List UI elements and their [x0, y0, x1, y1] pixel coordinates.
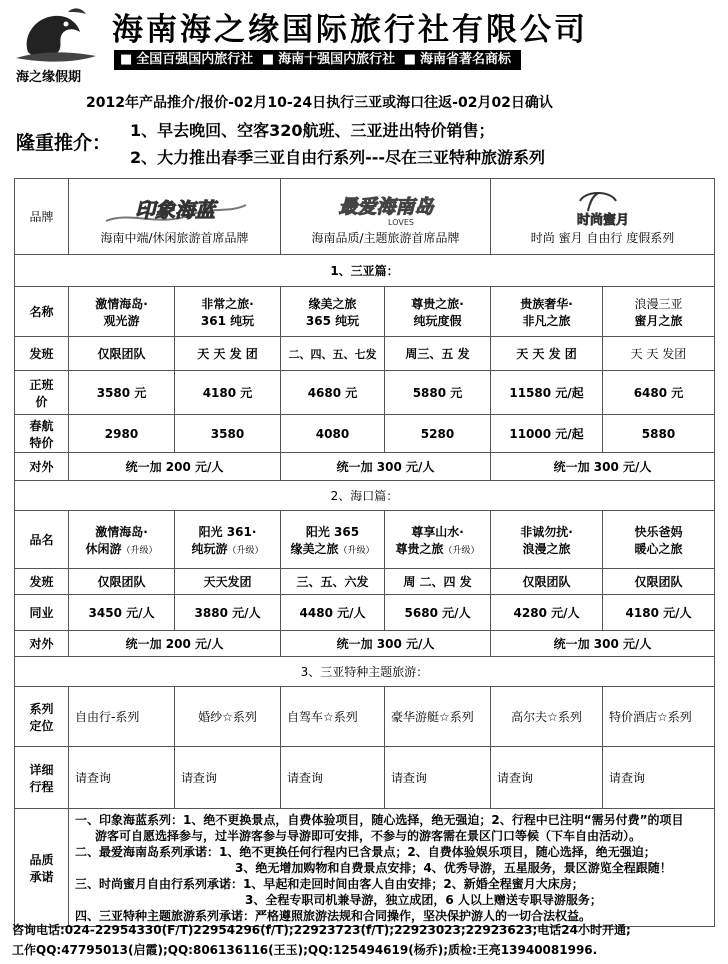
row-label-extra: 对外: [15, 453, 69, 481]
contact-phone-line: 咨询电话:024-22954330(F/T)22954296(f/T);22923723(f/T);22923023;22923623;电话24小时开通;: [12, 923, 631, 937]
haikou-product-1: [69, 511, 175, 569]
special-detail-row: [15, 747, 715, 809]
depart-cell: 天 天 发团: [603, 337, 715, 371]
honor-2: 海南十强国内旅行社: [278, 52, 396, 67]
depart-cell: 仅限团队: [69, 569, 175, 595]
brand-honeymoon-art: 时尚蜜月: [576, 213, 629, 228]
haikou-product-3: [281, 511, 385, 569]
quality-line: 3、全程专职司机兼导游，独立成团，6 人以上赠送专职导游服务；: [245, 892, 602, 907]
haikou-extra-row: [15, 631, 715, 657]
honors-bar: [114, 50, 521, 70]
product-name: 尊贵之旅·: [411, 296, 464, 311]
quality-line: 四、三亚特种主题旅游系列承诺：严格遵照旅游法规和合同操作，坚决保护游人的一切合法权益。: [75, 908, 592, 923]
brand-row: [15, 179, 715, 255]
detail-cell: 请查询: [175, 747, 281, 809]
haikou-name-row: [15, 511, 715, 569]
sanya-spring-row: [15, 415, 715, 453]
product-name: 365 纯玩: [305, 313, 360, 328]
brand-cell-zuiai: [281, 179, 491, 255]
square-bullet-icon: ■: [403, 52, 416, 67]
price-cell: 4680 元: [281, 371, 385, 415]
price-cell: 3580 元: [69, 371, 175, 415]
spring-price-cell: 2980: [69, 415, 175, 453]
product-name: 浪漫之旅: [522, 541, 571, 556]
haikou-price-row: [15, 595, 715, 631]
row-label-depart: 发班: [15, 337, 69, 371]
contact-footer: [12, 920, 631, 960]
product-name: 缘美之旅: [308, 296, 357, 311]
brand-honeymoon-desc: 时尚 蜜月 自由行 度假系列: [530, 231, 675, 245]
sanya-depart-row: [15, 337, 715, 371]
square-bullet-icon: ■: [261, 52, 275, 67]
company-logo: [8, 4, 104, 86]
palm-tree-icon: [588, 193, 598, 211]
brand-zuiai-logo: [311, 191, 461, 229]
brand-cell-yinxiang: [69, 179, 281, 255]
quality-row: [15, 809, 715, 927]
section-special-title: 3、三亚特种主题旅游：: [15, 657, 715, 687]
row-label-series: [15, 687, 69, 747]
haikou-product-5: [491, 511, 603, 569]
depart-cell: 天 天 发 团: [491, 337, 603, 371]
depart-cell: 仅限团队: [69, 337, 175, 371]
honor-1: 全国百强国内旅行社: [136, 52, 254, 67]
spring-price-cell: 5280: [385, 415, 491, 453]
price-cell: 4480 元/人: [281, 595, 385, 631]
price-cell: 4180 元: [175, 371, 281, 415]
row-label-extra: 对外: [15, 631, 69, 657]
depart-cell: 三、五、六发: [281, 569, 385, 595]
row-label-name: 品名: [15, 511, 69, 569]
quality-line: 3、绝无增加购物和自费景点安排；4、优秀导游，五星服务，景区游览全程跟随！: [235, 860, 672, 875]
haikou-product-4: [385, 511, 491, 569]
company-name: 海南海之缘国际旅行社有限公司: [112, 12, 588, 48]
product-name: 纯玩度假: [413, 313, 462, 328]
special-series-row: [15, 687, 715, 747]
extra-charge-cell: 统一加 300 元/人: [281, 631, 491, 657]
product-name: 浪漫三亚: [634, 296, 683, 311]
product-name: 休闲游: [85, 541, 122, 556]
depart-cell: 仅限团队: [491, 569, 603, 595]
depart-cell: 周三、五 发: [385, 337, 491, 371]
haikou-depart-row: [15, 569, 715, 595]
sanya-name-row: [15, 287, 715, 337]
product-name: 纯玩游: [191, 541, 228, 556]
quality-commitments: [69, 809, 715, 927]
series-cell: 高尔夫☆系列: [491, 687, 603, 747]
section-sanya-title: 1、三亚篇：: [15, 255, 715, 287]
sanya-product-6: [603, 287, 715, 337]
sanya-product-2: [175, 287, 281, 337]
upgrade-tag: （升级）: [121, 545, 158, 556]
spring-price-cell: 3580: [175, 415, 281, 453]
extra-charge-cell: 统一加 300 元/人: [491, 453, 715, 481]
promo-label: 隆重推介：: [16, 132, 112, 154]
product-table: [14, 178, 715, 927]
product-name: [385, 540, 490, 557]
row-label-price: [15, 371, 69, 415]
product-name: 非常之旅·: [201, 296, 254, 311]
series-cell: 自由行-系列: [69, 687, 175, 747]
product-name: 蜜月之旅: [634, 313, 683, 328]
product-name: 激情海岛·: [95, 524, 148, 539]
brand-zuiai-sub: LOVES: [387, 218, 414, 227]
brand-yinxiang-art: 印象海蓝: [134, 198, 215, 222]
product-name: 非凡之旅: [522, 313, 571, 328]
detail-cell: 请查询: [385, 747, 491, 809]
row-label-text: 特价: [29, 435, 54, 450]
contact-qq-line: 工作QQ:47795013(启霞);QQ:806136116(王玉);QQ:125494619(杨乔);质检:王亮13940081996.: [12, 943, 598, 957]
row-label-text: 春航: [29, 418, 54, 433]
sanya-product-3: [281, 287, 385, 337]
spring-price-cell: 4080: [281, 415, 385, 453]
extra-charge-cell: 统一加 200 元/人: [69, 631, 281, 657]
upgrade-tag: （升级）: [443, 545, 480, 556]
row-label-text: 承诺: [29, 869, 54, 884]
detail-cell: 请查询: [603, 747, 715, 809]
row-label-spring: [15, 415, 69, 453]
upgrade-tag: （升级）: [338, 545, 375, 556]
product-name: 观光游: [103, 313, 140, 328]
price-cell: 5880 元: [385, 371, 491, 415]
quality-line: 一、印象海蓝系列：1、绝不更换景点，自费体验项目，随心选择，绝无强迫；2、行程中已注明“需另付费”的项目: [75, 812, 684, 827]
product-name: [69, 540, 174, 557]
brand-yinxiang-desc: 海南中端/休闲旅游首席品牌: [100, 231, 249, 245]
letterhead: [0, 0, 728, 90]
product-name: 缘美之旅: [290, 541, 339, 556]
promo-line-2: 2、大力推出春季三亚自由行系列---尽在三亚特种旅游系列: [130, 148, 546, 167]
brand-zuiai-art: 最爱海南岛: [337, 196, 434, 218]
section-haikou-title: 2、海口篇：: [15, 481, 715, 511]
product-name: 暖心之旅: [634, 541, 683, 556]
logo-text: 海之缘假期: [16, 70, 82, 85]
row-label-text: 行程: [29, 779, 54, 794]
extra-charge-cell: 统一加 300 元/人: [281, 453, 491, 481]
extra-charge-cell: 统一加 300 元/人: [491, 631, 715, 657]
row-label-quality: [15, 809, 69, 927]
product-name: 快乐爸妈: [634, 524, 683, 539]
row-label-depart: 发班: [15, 569, 69, 595]
square-bullet-icon: ■: [120, 52, 133, 67]
brand-zuiai-desc: 海南品质/主题旅游首席品牌: [311, 231, 460, 245]
series-cell: 自驾车☆系列: [281, 687, 385, 747]
row-label-text: 品质: [29, 852, 54, 867]
brand-cell-honeymoon: [491, 179, 715, 255]
product-name: 阳光 361·: [198, 524, 257, 539]
spring-price-cell: 5880: [603, 415, 715, 453]
price-cell: 4280 元/人: [491, 595, 603, 631]
row-label-detail: [15, 747, 69, 809]
quality-line: 二、最爱海南岛系列承诺：1、绝不更换任何行程内已含景点；2、自费体验娱乐项目，随心选择，绝无强迫；: [75, 844, 656, 859]
row-label-text: 详细: [29, 762, 54, 777]
row-label-text: 价: [35, 394, 48, 409]
product-name: 激情海岛·: [95, 296, 148, 311]
row-label-text: 系列: [29, 701, 54, 716]
depart-cell: 仅限团队: [603, 569, 715, 595]
product-name: 阳光 365: [305, 524, 360, 539]
price-cell: 3880 元/人: [175, 595, 281, 631]
haikou-product-2: [175, 511, 281, 569]
depart-cell: 天 天 发 团: [175, 337, 281, 371]
sanya-price-row: [15, 371, 715, 415]
sanya-product-4: [385, 287, 491, 337]
product-name: 非诚勿扰·: [520, 524, 573, 539]
price-cell: 5680 元/人: [385, 595, 491, 631]
product-name: 尊贵之旅: [395, 541, 444, 556]
sanya-product-5: [491, 287, 603, 337]
extra-charge-cell: 统一加 200 元/人: [69, 453, 281, 481]
row-label-text: 定位: [29, 718, 54, 733]
depart-cell: 二、四、五、七发: [281, 337, 385, 371]
price-cell: 6480 元: [603, 371, 715, 415]
sanya-extra-row: [15, 453, 715, 481]
depart-cell: 天天发团: [175, 569, 281, 595]
detail-cell: 请查询: [281, 747, 385, 809]
detail-cell: 请查询: [69, 747, 175, 809]
row-label-text: 正班: [29, 377, 54, 392]
price-cell: 4180 元/人: [603, 595, 715, 631]
promo-line-1: 1、早去晚回、空客320航班、三亚进出特价销售；: [130, 121, 495, 140]
price-cell: 3450 元/人: [69, 595, 175, 631]
schedule-notice: 2012年产品推介/报价-02月10-24日执行三亚或海口往返-02月02日确认: [86, 95, 553, 111]
brand-yinxiang-logo: [100, 191, 250, 229]
product-name: [281, 540, 384, 557]
product-name: 361 纯玩: [200, 313, 255, 328]
row-label-name: 名称: [15, 287, 69, 337]
honor-3: 海南省著名商标: [419, 52, 511, 67]
series-cell: 特价酒店☆系列: [603, 687, 715, 747]
product-name: 贵族奢华·: [520, 296, 573, 311]
haikou-product-6: [603, 511, 715, 569]
product-name: 尊享山水·: [411, 524, 464, 539]
price-cell: 11580 元/起: [491, 371, 603, 415]
spring-price-cell: 11000 元/起: [491, 415, 603, 453]
product-name: [175, 540, 280, 557]
quality-line: 游客可自愿选择参与，过半游客参与导游即可安排，不参与的游客需在景区门口等候（下车自由活动）。: [95, 828, 642, 843]
series-cell: 婚纱☆系列: [175, 687, 281, 747]
brand-label: 品牌: [15, 179, 69, 255]
series-cell: 豪华游艇☆系列: [385, 687, 491, 747]
upgrade-tag: （升级）: [227, 545, 264, 556]
brand-honeymoon-logo: [528, 191, 678, 229]
detail-cell: 请查询: [491, 747, 603, 809]
sanya-product-1: [69, 287, 175, 337]
row-label-price: 同业: [15, 595, 69, 631]
quality-line: 三、时尚蜜月自由行系列承诺：1、早起和走回时间由客人自由安排；2、新婚全程蜜月大床房；: [75, 876, 584, 891]
depart-cell: 周 二、四 发: [385, 569, 491, 595]
